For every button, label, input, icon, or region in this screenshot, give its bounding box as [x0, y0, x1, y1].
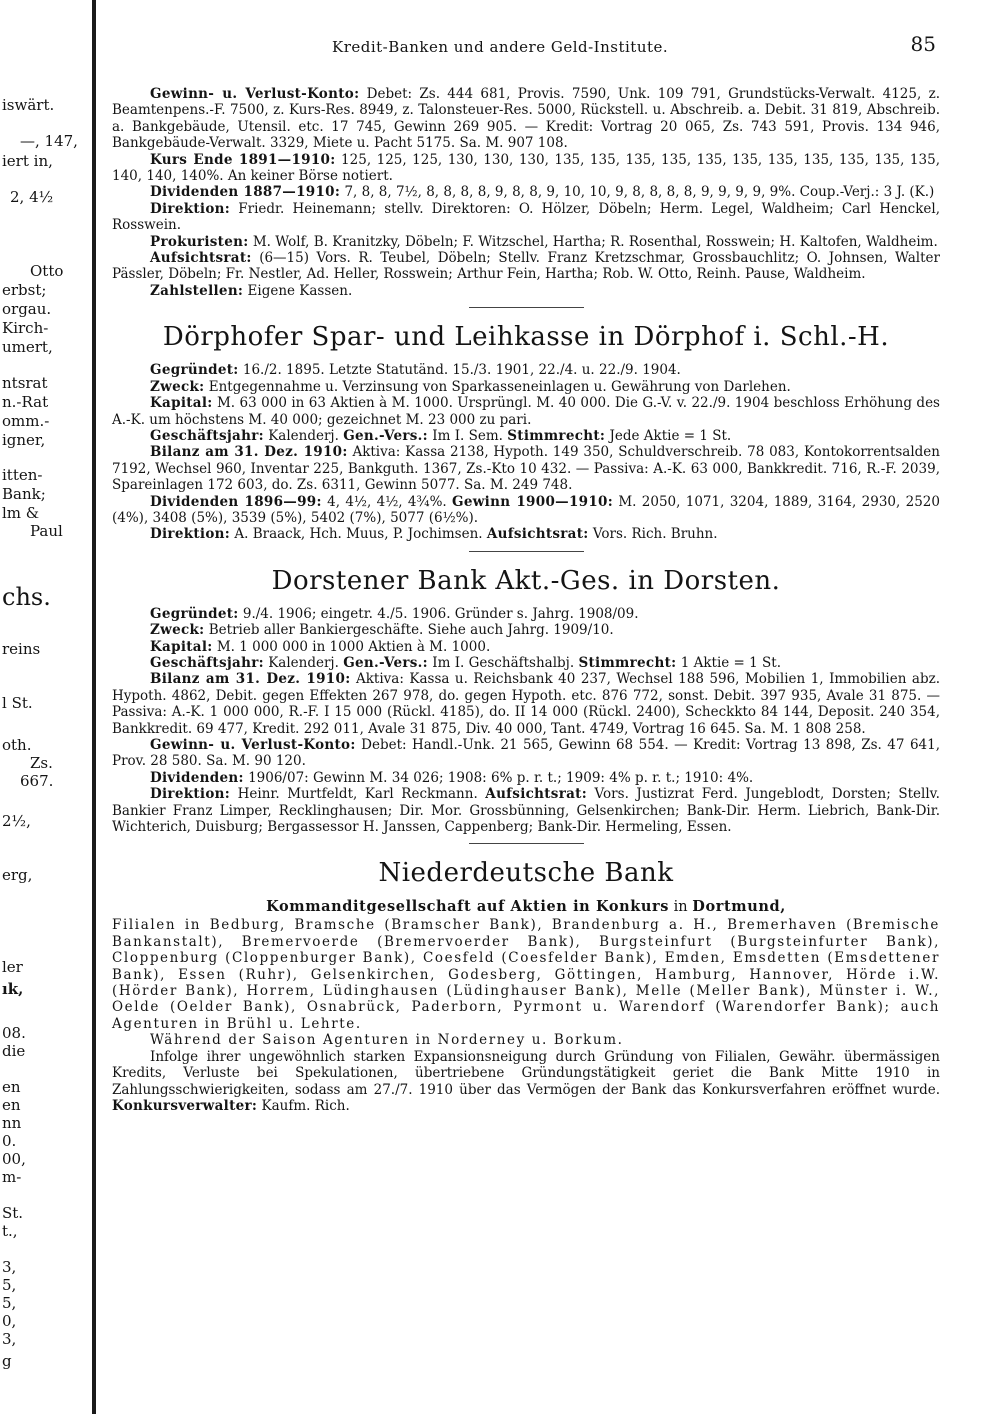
field-text: Heinr. Murtfeldt, Karl Reckmann.	[237, 786, 478, 803]
entry-separator	[469, 307, 584, 308]
entry-subtitle	[112, 898, 940, 915]
field-label: Stimmrecht:	[578, 654, 677, 671]
subtitle-mid: in	[673, 899, 688, 916]
field-label: Aufsichtsrat:	[150, 250, 252, 267]
margin-fragment: 5,	[2, 1276, 17, 1294]
entry-field	[112, 494, 940, 527]
field-text: Debet: Handl.-Unk. 21 565, Gewinn 68 554. — Kredit: Vortrag 13 898, Zs. 47 641, Prov. 28 580. Sa. M. 90 120.	[112, 737, 940, 770]
margin-fragment: Kirch-	[2, 319, 49, 337]
entry-field	[112, 606, 940, 622]
margin-fragment: l St.	[2, 694, 33, 712]
field-label: Konkursverwalter:	[112, 1097, 258, 1114]
margin-fragment: ık,	[2, 980, 24, 998]
margin-fragment: 5,	[2, 1294, 17, 1312]
margin-fragment: 3,	[2, 1258, 17, 1276]
field-text: Aktiva: Kassa u. Reichsbank 40 237, Wechsel 188 596, Mobilien 1, Immobilien abz. Hypoth. 4862, Debit. gegen Effekten 267 978, do. gegen Hypoth. etc. 876 772, sonst. Debit. 397 935, Avale 31 875. — Passiva: A.-K. 1 000 000, R.-F. I 15 000 (Rückl. 4185), do. II 14 000 (Rückl. 2400), Scheckkto 84 144, Deposit. 240 354, Bankkredit. 69 477, Kredit. 292 011, Avale 31 875, Div. 40 000, Tant. 4749, Vortrag 16 645. Sa. M. 1 808 258.	[112, 671, 941, 737]
margin-fragment: die	[2, 1042, 26, 1060]
field-text: M. 1 000 000 in 1000 Aktien à M. 1000.	[216, 638, 491, 655]
field-text: M. 63 000 in 63 Aktien à M. 1000. Ursprüngl. M. 40 000. Die G.-V. v. 22./9. 1904 beschloss Erhöhung des A.-K. um höchstens M. 40 000; gezeichnet M. 23 000 zu pari.	[112, 395, 940, 428]
margin-fragment: St.	[2, 1204, 24, 1222]
field-label: Zahlstellen:	[150, 282, 244, 299]
margin-fragment: chs.	[2, 583, 51, 611]
entry-field	[112, 152, 940, 185]
field-label: Dividenden 1887—1910:	[150, 184, 341, 201]
entry-paragraph: Während der Saison Agenturen in Norderney u. Borkum.	[150, 1032, 624, 1049]
entry-field	[112, 655, 940, 671]
field-text: Im I. Sem.	[432, 427, 503, 444]
field-text: Im I. Geschäftshalbj.	[432, 654, 575, 671]
margin-fragment: 2, 4½	[10, 188, 54, 206]
field-label: Kapital:	[150, 395, 213, 412]
margin-fragment: erg,	[2, 866, 33, 884]
field-label: Direktion:	[150, 526, 231, 543]
field-text: Kaufm. Rich.	[261, 1097, 350, 1114]
margin-fragment: oth.	[2, 736, 32, 754]
subtitle-city: Dortmund,	[692, 898, 786, 916]
entry-field	[112, 671, 940, 737]
margin-fragment: iert in,	[2, 152, 53, 170]
margin-fragment: 2½,	[2, 812, 31, 830]
adjacent-page-margin	[0, 0, 80, 1414]
field-text: 125, 125, 125, 130, 130, 130, 135, 135, 135, 135, 135, 135, 135, 135, 135, 135, 135, 140, 140, 140%. An keiner Börse notiert.	[112, 151, 940, 185]
subtitle-bold: Kommanditgesellschaft auf Aktien in Konkurs	[266, 898, 670, 916]
field-text: (6—15) Vors. R. Teubel, Döbeln; Stellv. Franz Kretzschmar, Grossbauchlitz; O. Johnsen, Walter Pässler, Döbeln; Fr. Nestler, Ad. Heller, Rosswein; Arthur Fein, Hartha; Rob. W. Otto, Reinh. Pause, Waldheim.	[112, 250, 940, 283]
margin-fragment: nn	[2, 1114, 22, 1132]
field-text: 9./4. 1906; eingetr. 4./5. 1906. Gründer s. Jahrg. 1908/09.	[242, 605, 639, 622]
entry-field	[112, 283, 940, 299]
field-text: Betrieb aller Bankiergeschäfte. Siehe auch Jahrg. 1909/10.	[208, 622, 614, 639]
entry-field	[112, 201, 940, 234]
entry-niederdeutsche-bank	[112, 858, 940, 1114]
field-text: Friedr. Heinemann; stellv. Direktoren: O. Hölzer, Döbeln; Herm. Legel, Waldheim; Carl Henckel, Rosswein.	[112, 200, 940, 234]
field-label: Gewinn 1900—1910:	[452, 493, 613, 510]
field-label: Dividenden 1896—99:	[150, 493, 322, 510]
running-head-title: Kredit-Banken und andere Geld-Institute.	[332, 38, 669, 56]
field-text: M. 2050, 1071, 3204, 1889, 3164, 2930, 2520 (4%), 3408 (5%), 3539 (5%), 5402 (7%), 5077 (6½%).	[112, 493, 940, 526]
field-label: Prokuristen:	[150, 233, 249, 250]
entry-field	[112, 379, 940, 395]
field-label: Aufsichtsrat:	[486, 526, 589, 543]
entry-separator	[469, 551, 584, 552]
page-number: 85	[910, 32, 936, 56]
margin-fragment: 0,	[2, 1312, 17, 1330]
field-text: Vors. Rich. Bruhn.	[592, 526, 718, 543]
margin-fragment: t.,	[2, 1222, 18, 1240]
margin-fragment: ler	[2, 958, 23, 976]
margin-fragment: erbst;	[2, 281, 47, 299]
entry-field	[112, 737, 940, 770]
entry-paragraph	[112, 1049, 940, 1115]
margin-fragment: reins	[2, 640, 41, 658]
margin-fragment: Paul	[30, 522, 63, 540]
margin-fragment: en	[2, 1078, 21, 1096]
entry-separator	[469, 843, 584, 844]
margin-fragment: en	[2, 1096, 21, 1114]
field-label: Direktion:	[150, 786, 231, 803]
field-label: Bilanz am 31. Dez. 1910:	[150, 444, 348, 461]
field-label: Bilanz am 31. Dez. 1910:	[150, 671, 351, 688]
page-content	[112, 30, 940, 1114]
field-label: Aufsichtsrat:	[485, 786, 587, 803]
field-text: Aktiva: Kassa 2138, Hypoth. 149 350, Schuldverschreib. 78 083, Kontokorrentsalden 7192, Wechsel 960, Inventar 225, Bankguth. 1367, Zs.-Kto 10 432. — Passiva: A.-K. 63 000, Bankkredit. 716, R.-F. 2039, Spareinlagen 172 603, do. Zs. 6311, Gewinn 5077. Sa. M. 249 748.	[112, 444, 940, 494]
entry-field	[112, 184, 940, 200]
margin-fragment: iswärt.	[2, 96, 55, 114]
margin-fragment: 667.	[20, 772, 54, 790]
field-text: Debet: Zs. 444 681, Provis. 7590, Unk. 109 791, Grundstücks-Verwalt. 4125, z. Beamtenpens.-F. 7500, z. Kurs-Res. 8949, z. Talonsteuer-Res. 5000, Rückstell. u. Abschreib. a. Debit. 31 819, Abschreib. a. Bankgebäude, Utensil. etc. 17 745, Gewinn 269 905. — Kredit: Vortrag 20 065, Zs. 743 591, Provis. 134 946, Bankgebäude-Verwalt. 3329, Miete u. Pacht 5175. Sa. M. 907 108.	[112, 86, 940, 152]
field-label: Geschäftsjahr:	[150, 427, 264, 444]
margin-fragment: lm &	[2, 504, 40, 522]
entry-field	[112, 234, 940, 250]
field-text: M. Wolf, B. Kranitzky, Döbeln; F. Witzschel, Hartha; R. Rosenthal, Rosswein; H. Kaltofen, Waldheim.	[252, 233, 938, 250]
paragraph-text: Infolge ihrer ungewöhnlich starken Expansionsneigung durch Gründung von Filialen, Gewähr. übermässigen Kredits, Verluste bei Spekulationen, übertriebene Gründungstätigkeit geriet die Bank Mitte 1910 in Zahlungsschwierigkeiten, sodass am 27./7. 1910 über das Vermögen der Bank das Konkursverfahren eröffnet wurde.	[112, 1048, 940, 1098]
field-text: 4, 4½, 4½, 4¾%.	[327, 493, 447, 510]
field-text: Jede Aktie = 1 St.	[609, 427, 732, 444]
margin-fragment: ntsrat	[2, 374, 48, 392]
entry-field	[112, 362, 940, 378]
field-label: Gegründet:	[150, 605, 239, 622]
margin-fragment: m-	[2, 1168, 22, 1186]
field-label: Gen.-Vers.:	[343, 654, 428, 671]
entry-field	[112, 526, 940, 542]
field-label: Kurs Ende 1891—1910:	[150, 151, 336, 168]
entry-title: Dorstener Bank Akt.-Ges. in Dorsten.	[271, 565, 781, 596]
entry-title: Niederdeutsche Bank	[378, 858, 674, 889]
field-label: Zweck:	[150, 378, 205, 395]
margin-fragment: Bank;	[2, 485, 46, 503]
margin-fragment: orgau.	[2, 300, 52, 318]
entry-field	[112, 86, 940, 152]
field-text: Vors. Justizrat Ferd. Jungeblodt, Dorsten; Stellv. Bankier Franz Limper, Recklinghausen; Dir. Mor. Grossbünning, Gelsenkirchen; Bank-Dir. Herm. Liebrich, Bank-Dir. Wichterich, Duisburg; Bergassessor H. Janssen, Cappenberg; Bank-Dir. Hermeling, Essen.	[112, 786, 940, 836]
field-label: Kapital:	[150, 638, 213, 655]
entry-field	[112, 250, 940, 283]
field-label: Stimmrecht:	[507, 427, 606, 444]
running-head	[112, 30, 940, 60]
field-label: Direktion:	[150, 200, 231, 217]
margin-fragment: g	[2, 1352, 12, 1370]
margin-fragment: —, 147,	[20, 132, 78, 150]
entry-paragraph: Filialen in Bedburg, Bramsche (Bramscher Bank), Brandenburg a. H., Bremerhaven (Bremische Bankanstalt), Bremervoerde (Bremervoerder Bank), Burgsteinfurt (Burgsteinfurter Bank), Cloppenburg (Cloppenburger Bank), Coesfeld (Coesfelder Bank), Emden, Emsdetten (Emsdettener Bank), Essen (Ruhr), Gelsenkirchen, Godesberg, Göttingen, Hamburg, Hannover, Hörde i.W. (Hörder Bank), Horrem, Lüdinghausen (Lüdinghauser Bank), Melle (Meller Bank), Münster i. W., Oelde (Oelder Bank), Osnabrück, Paderborn, Pyrmont u. Warendorf (Warendorfer Bank); auch Agenturen in Brühl u. Lehrte.	[112, 917, 940, 1032]
field-text: A. Braack, Hch. Muus, P. Jochimsen.	[234, 526, 483, 543]
margin-fragment: n.-Rat	[2, 393, 49, 411]
entry-field	[112, 428, 940, 444]
page-gutter-line	[92, 0, 96, 1414]
margin-fragment: 0.	[2, 1132, 17, 1150]
margin-fragment: 3,	[2, 1330, 17, 1348]
field-text: Entgegennahme u. Verzinsung von Sparkasseneinlagen u. Gewährung von Darlehen.	[208, 378, 791, 395]
margin-fragment: itten-	[2, 466, 43, 484]
field-text: 16./2. 1895. Letzte Statutänd. 15./3. 1901, 22./4. u. 22./9. 1904.	[242, 362, 681, 379]
field-label: Gen.-Vers.:	[343, 427, 428, 444]
entry-field	[112, 395, 940, 428]
entry-continued	[112, 86, 940, 299]
field-text: 1 Aktie = 1 St.	[680, 654, 781, 671]
margin-fragment: umert,	[2, 338, 53, 356]
entry-title: Dörphofer Spar- und Leihkasse in Dörphof i. Schl.-H.	[162, 322, 890, 353]
field-text: 7, 8, 8, 7½, 8, 8, 8, 8, 9, 8, 8, 9, 10, 10, 9, 8, 8, 8, 8, 9, 9, 9, 9, 9%. Coup.-Verj.: 3 J. (K.)	[344, 184, 935, 201]
margin-fragment: 00,	[2, 1150, 26, 1168]
entry-doerphofer	[112, 322, 940, 542]
field-label: Zweck:	[150, 622, 205, 639]
field-text: Kalenderj.	[268, 427, 339, 444]
margin-fragment: Otto	[30, 262, 64, 280]
entry-field	[112, 786, 940, 835]
field-label: Dividenden:	[150, 769, 244, 786]
field-text: 1906/07: Gewinn M. 34 026; 1908: 6% p. r. t.; 1909: 4% p. r. t.; 1910: 4%.	[248, 769, 754, 786]
margin-fragment: 08.	[2, 1024, 26, 1042]
entry-dorstener-bank	[112, 566, 940, 836]
field-label: Gegründet:	[150, 362, 239, 379]
margin-fragment: Zs.	[30, 754, 53, 772]
field-label: Gewinn- u. Verlust-Konto:	[150, 86, 360, 102]
field-label: Gewinn- u. Verlust-Konto:	[150, 737, 356, 753]
entry-field	[112, 770, 940, 786]
field-text: Eigene Kassen.	[247, 282, 353, 299]
entry-field	[112, 444, 940, 493]
field-text: Kalenderj.	[268, 654, 339, 671]
field-label: Geschäftsjahr:	[150, 654, 264, 671]
entry-field	[112, 622, 940, 638]
margin-fragment: omm.-	[2, 412, 50, 430]
entry-field	[112, 639, 940, 655]
margin-fragment: igner,	[2, 431, 46, 449]
